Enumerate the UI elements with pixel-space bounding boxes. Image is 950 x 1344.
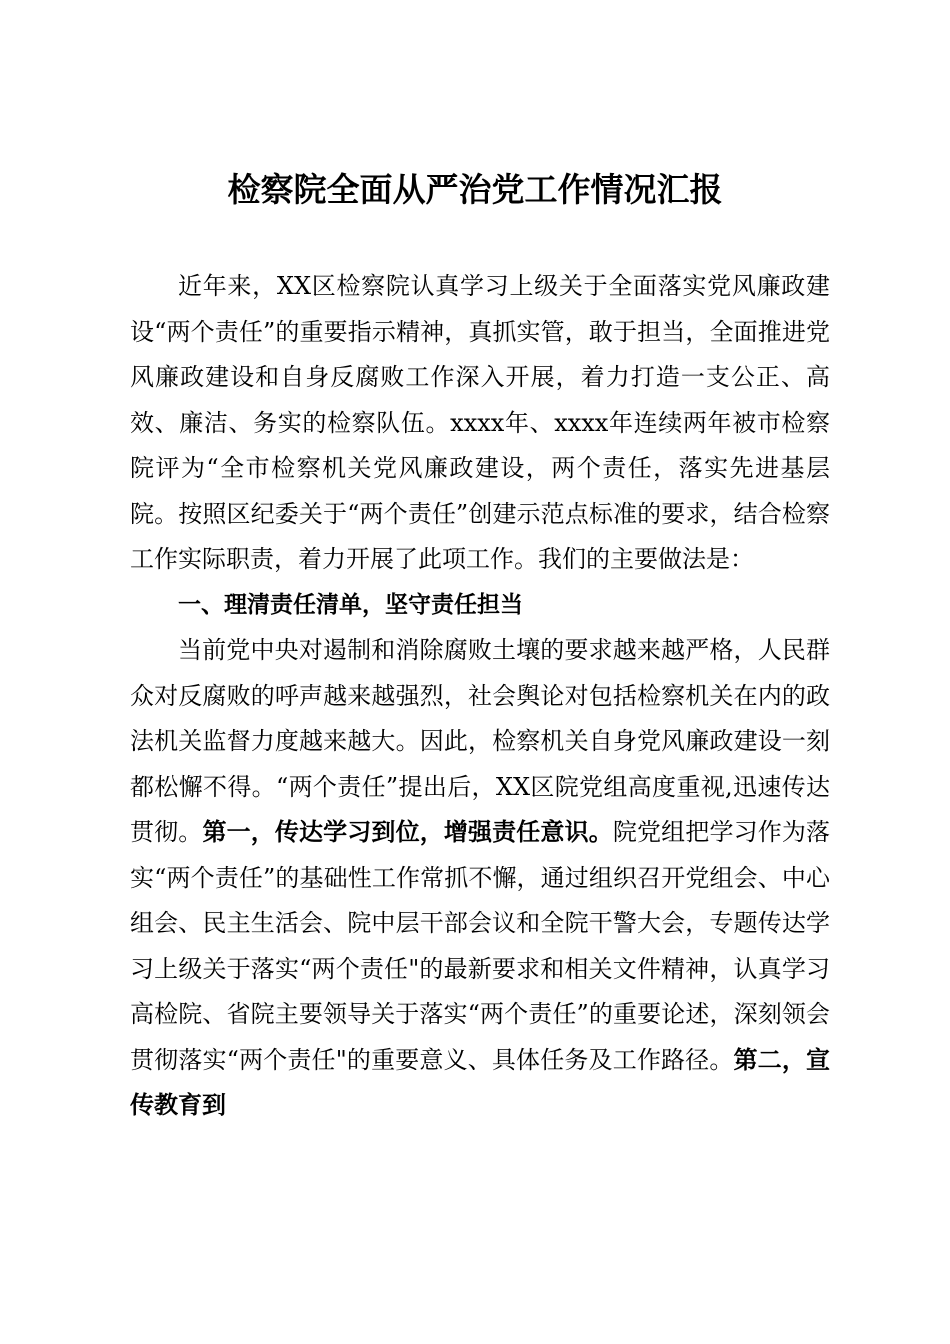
intro-paragraph: 近年来，XX区检察院认真学习上级关于全面落实党风廉政建设“两个责任”的重要指示精神，真抓实管，敢于担当，全面推进党风廉政建设和自身反腐败工作深入开展，着力打造一支公正、高效、廉洁、务实的检察队伍。xxxx年、xxxx年连续两年被市检察院评为“全市检察机关党风廉政建设，两个责任，落实先进基层院。按照区纪委关于“两个责任”创建示范点标准的要求，结合检察工作实际职责，着力开展了此项工作。我们的主要做法是： bbox=[130, 272, 830, 573]
section-1-text-1: 当前党中央对遏制和消除腐败土壤的要求越来越严格，人民群众对反腐败的呼声越来越强烈，社会舆论对包括检察机关在内的政法机关监督力度越来越大。因此，检察机关自身党风廉政建设一刻都松懈不得。“两个责任”提出后，XX区院党组高度重视,迅速传达贯彻。 bbox=[130, 636, 830, 846]
section-1-text-2: 院党组把学习作为落实“两个责任”的基础性工作常抓不懈，通过组织召开党组会、中心组会、民主生活会、院中层干部会议和全院干警大会，专题传达学习上级关于落实“两个责任"的最新要求和相关文件精神，认真学习高检院、省院主要领导关于落实“两个责任”的重要论述，深刻领会贯彻落实“两个责任"的重要意义、具体任务及工作路径。 bbox=[130, 818, 831, 1074]
section-1-paragraph bbox=[130, 628, 830, 1129]
document-title: 检察院全面从严治党工作情况汇报 bbox=[227, 170, 723, 209]
section-1-bold-2: 第二，宣传教育到 bbox=[130, 1045, 831, 1119]
section-1-bold-1: 第一，传达学习到位，增强责任意识。 bbox=[202, 818, 613, 846]
section-heading-1: 一、理清责任清单，坚守责任担当 bbox=[178, 591, 523, 618]
document-body bbox=[130, 264, 830, 1129]
